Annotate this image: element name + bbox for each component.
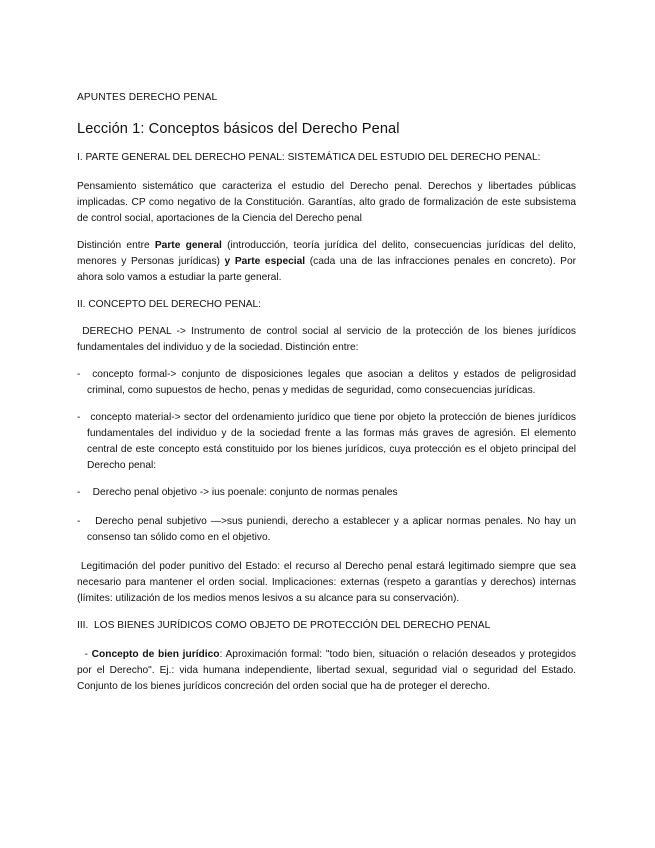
text-run: - bbox=[77, 649, 92, 660]
section-1-heading: I. PARTE GENERAL DEL DERECHO PENAL: SISTEMÁTICA DEL ESTUDIO DEL DERECHO PENAL: bbox=[77, 152, 541, 163]
list-item bbox=[77, 514, 579, 546]
list-item-text: concepto formal-> conjunto de disposiciones legales que asocian a delitos y estados de peligrosidad criminal, como supuestos de hecho, penas y medidas de seguridad, como consecuencias jurídicas. bbox=[87, 369, 579, 396]
lesson-title: Lección 1: Conceptos básicos del Derecho Penal bbox=[77, 121, 400, 137]
section-2-paragraph-2: Legitimación del poder punitivo del Estado: el recurso al Derecho penal estará legitimado siempre que sea necesario para mantener el orden social. Implicaciones: externas (respeto a garantías y derechos) internas (límites: utilización de los medios menos lesivos a su alcance para su conservación). bbox=[77, 561, 579, 604]
list-item-text: concepto material-> sector del ordenamiento jurídico que tiene por objeto la protección de bienes jurídicos fundamentales del individuo y de la sociedad frente a las formas más graves de agresión. El elemento central de este concepto está constituido por los bienes jurídicos, cuya protección es el objeto principal del Derecho penal: bbox=[87, 412, 579, 471]
text-run: (introducción, teoría jurídica del delito, consecuencias jurídicas del delito, menores y Personas jurídicas) bbox=[77, 240, 576, 267]
list-item-text: Derecho penal subjetivo —>sus puniendi, derecho a establecer y a aplicar normas penales. No hay un consenso tan sólido como en el objetivo. bbox=[87, 516, 579, 543]
list-dash: - bbox=[77, 412, 81, 423]
text-run: (cada una de las infracciones penales en concreto). Por ahora solo vamos a estudiar la parte general. bbox=[77, 256, 576, 283]
list-dash: - bbox=[77, 516, 81, 527]
bold-term-parte-especial: y Parte especial bbox=[224, 256, 306, 267]
document-header: APUNTES DERECHO PENAL bbox=[77, 92, 218, 103]
bold-term-parte-general: Parte general bbox=[154, 240, 222, 251]
bold-term-bien-juridico: Concepto de bien jurídico bbox=[91, 649, 220, 660]
list-item bbox=[77, 485, 576, 501]
section-3-paragraph-1 bbox=[77, 647, 576, 695]
section-2-heading: II. CONCEPTO DEL DERECHO PENAL: bbox=[77, 299, 261, 310]
text-run: : Aproximación formal: "todo bien, situación o relación deseados y protegidos por el Derecho". Ej.: vida humana independiente, libertad sexual, seguridad vial o seguridad del Estado. Conjunto de los bienes jurídicos concreción del orden social que ha de proteger el derecho. bbox=[77, 649, 576, 692]
text-run: Distinción entre bbox=[77, 240, 155, 251]
section-2-paragraph-1: DERECHO PENAL -> Instrumento de control social al servicio de la protección de los bienes jurídicos fundamentales del individuo y de la sociedad. Distinción entre: bbox=[77, 326, 579, 353]
list-item bbox=[77, 367, 579, 399]
list-dash: - bbox=[77, 487, 81, 498]
section-1-paragraph-1: Pensamiento sistemático que caracteriza el estudio del Derecho penal. Derechos y libertades públicas implicadas. CP como negativo de la Constitución. Garantías, alto grado de formalización de este subsistema de control social, aportaciones de la Ciencia del Derecho penal bbox=[77, 181, 576, 224]
list-item-text: Derecho penal objetivo -> ius poenale: conjunto de normas penales bbox=[87, 487, 398, 498]
document-page bbox=[77, 90, 579, 695]
section-1-paragraph-2 bbox=[77, 238, 576, 286]
list-dash: - bbox=[77, 369, 81, 380]
section-3-heading: III. LOS BIENES JURÍDICOS COMO OBJETO DE PROTECCIÓN DEL DERECHO PENAL bbox=[77, 620, 491, 631]
list-item bbox=[77, 410, 579, 474]
